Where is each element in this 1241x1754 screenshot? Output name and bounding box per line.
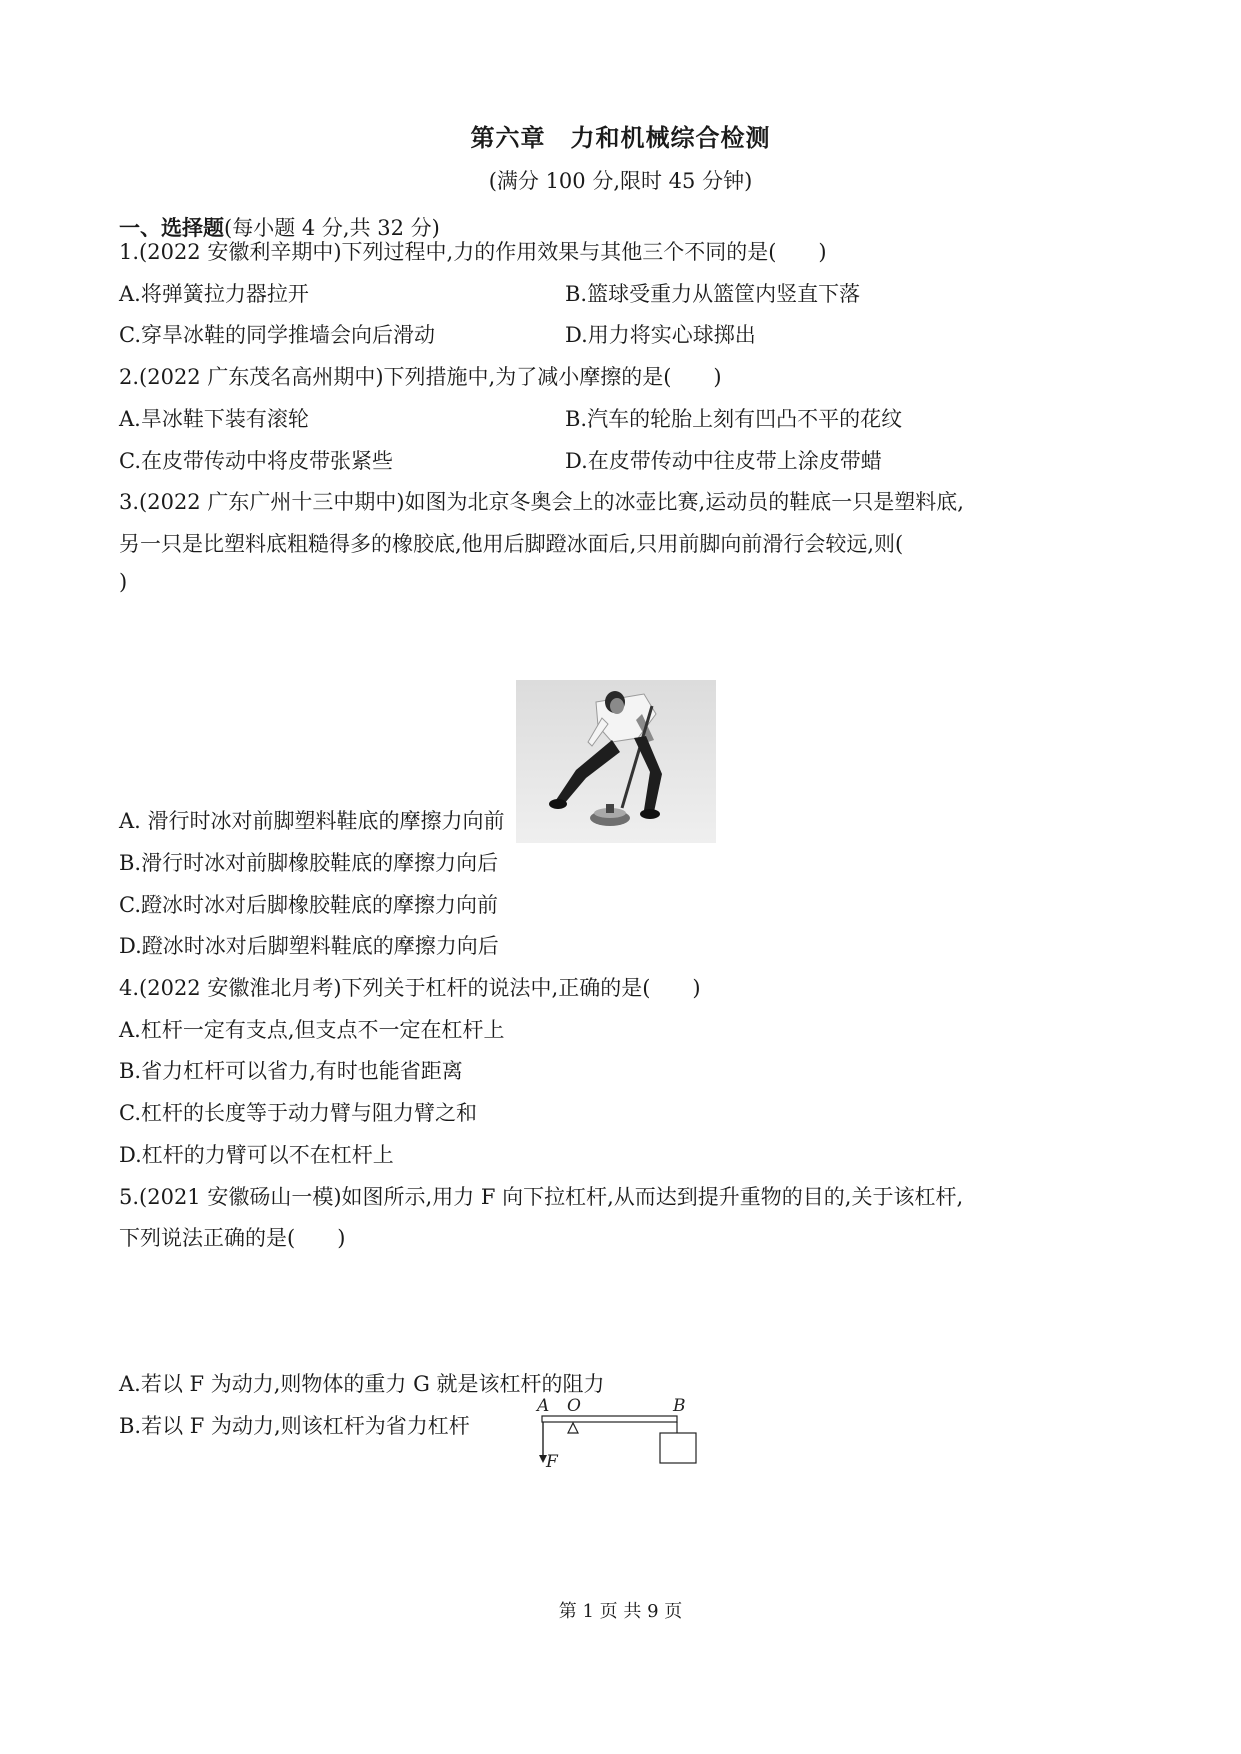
lever-bar (542, 1416, 677, 1422)
q3-stem-line3: ) (119, 570, 128, 594)
lever-label-a: A (537, 1396, 550, 1416)
q4-option-d: D.杠杆的力臂可以不在杠杆上 (119, 1143, 394, 1167)
q1-option-a: A.将弹簧拉力器拉开 (119, 282, 309, 306)
curling-photo (516, 680, 716, 843)
q4-option-b: B.省力杠杆可以省力,有时也能省距离 (119, 1059, 463, 1083)
q2-option-a: A.旱冰鞋下装有滚轮 (119, 407, 309, 431)
lever-label-b: B (673, 1396, 686, 1416)
page-subtitle: (满分 100 分,限时 45 分钟) (488, 169, 753, 193)
section-note: (每小题 4 分,共 32 分) (224, 216, 440, 240)
lever-label-o: O (567, 1396, 581, 1416)
q1-option-d: D.用力将实心球掷出 (565, 323, 756, 347)
page-title: 第六章 力和机械综合检测 (470, 124, 771, 152)
q3-stem-line1: 3.(2022 广东广州十三中期中)如图为北京冬奥会上的冰壶比赛,运动员的鞋底一只是塑料底, (119, 490, 964, 514)
q2-option-d: D.在皮带传动中往皮带上涂皮带蜡 (565, 449, 882, 473)
q5-stem-line2: 下列说法正确的是( ) (119, 1226, 346, 1250)
section-title: 一、选择题 (119, 216, 224, 240)
q2-option-b: B.汽车的轮胎上刻有凹凸不平的花纹 (565, 407, 903, 431)
q2-option-c: C.在皮带传动中将皮带张紧些 (119, 449, 393, 473)
q1-stem: 1.(2022 安徽利辛期中)下列过程中,力的作用效果与其他三个不同的是( ) (119, 240, 827, 264)
q1-option-c: C.穿旱冰鞋的同学推墙会向后滑动 (119, 323, 435, 347)
q5-option-b: B.若以 F 为动力,则该杠杆为省力杠杆 (119, 1414, 470, 1438)
q5-option-a: A.若以 F 为动力,则物体的重力 G 就是该杠杆的阻力 (119, 1372, 605, 1396)
lever-label-f: F (546, 1452, 558, 1472)
q4-option-c: C.杠杆的长度等于动力臂与阻力臂之和 (119, 1101, 477, 1125)
q1-option-b: B.篮球受重力从篮筐内竖直下落 (565, 282, 861, 306)
fulcrum-icon (568, 1423, 578, 1433)
q3-option-a: A. 滑行时冰对前脚塑料鞋底的摩擦力向前 (119, 809, 505, 833)
q4-stem: 4.(2022 安徽淮北月考)下列关于杠杆的说法中,正确的是( ) (119, 976, 701, 1000)
q5-stem-line1: 5.(2021 安徽砀山一模)如图所示,用力 F 向下拉杠杆,从而达到提升重物的目的,关于该杠杆, (119, 1185, 964, 1209)
q3-option-d: D.蹬冰时冰对后脚塑料鞋底的摩擦力向后 (119, 934, 499, 958)
q4-option-a: A.杠杆一定有支点,但支点不一定在杠杆上 (119, 1018, 505, 1042)
q2-stem: 2.(2022 广东茂名高州期中)下列措施中,为了减小摩擦的是( ) (119, 365, 722, 389)
lever-diagram (530, 1395, 710, 1475)
q3-option-c: C.蹬冰时冰对后脚橡胶鞋底的摩擦力向前 (119, 893, 498, 917)
page-footer: 第 1 页 共 9 页 (558, 1601, 683, 1622)
weight-block (660, 1433, 696, 1463)
q3-option-b: B.滑行时冰对前脚橡胶鞋底的摩擦力向后 (119, 851, 499, 875)
q3-stem-line2: 另一只是比塑料底粗糙得多的橡胶底,他用后脚蹬冰面后,只用前脚向前滑行会较远,则( (119, 532, 904, 556)
